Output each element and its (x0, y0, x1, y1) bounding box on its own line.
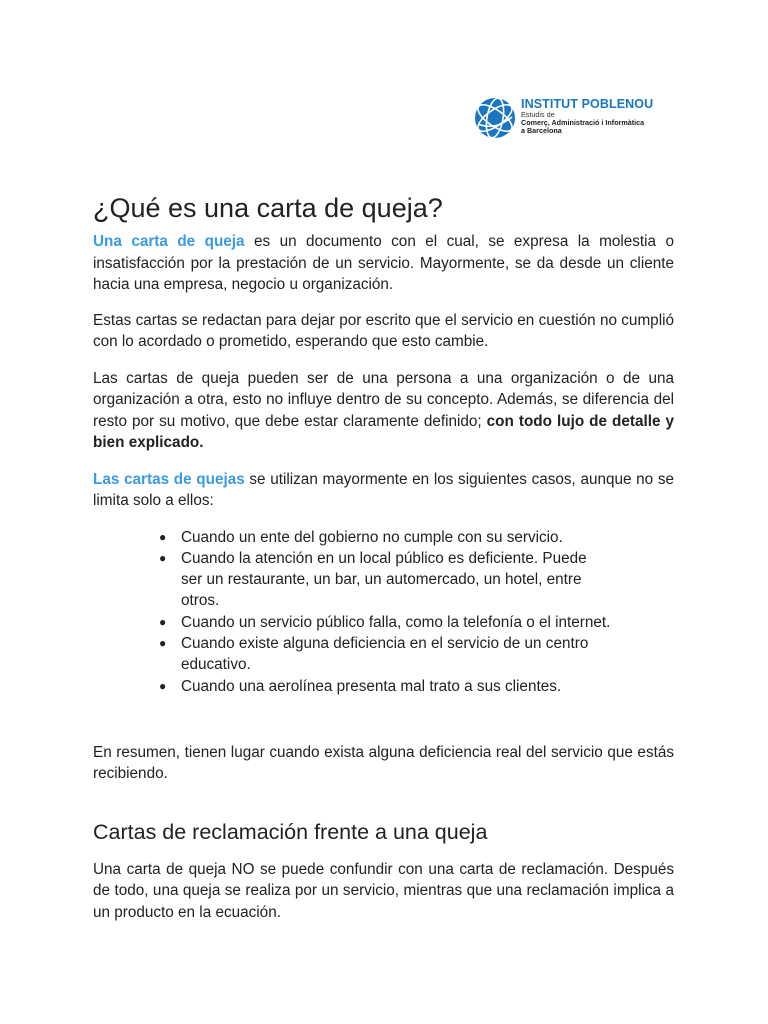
bold-emphasis: con todo lujo de detalle y bien explicado. (93, 412, 675, 451)
list-item (159, 633, 611, 676)
bullet-icon: ● (159, 635, 167, 650)
list-item-text: Cuando existe alguna deficiencia en el servicio de un centro educativo. (181, 634, 589, 674)
paragraph-cases-intro (93, 469, 674, 512)
logo-text (521, 98, 653, 135)
cases-list (93, 527, 674, 697)
logo-subtitle-line-1: Estudis de (521, 109, 555, 119)
paragraph-comparison: Una carta de queja NO se puede confundir con una carta de reclamación. Después de todo, una queja se realiza por un servicio, mientras que una reclamación implica a un producto en la ecuación. (93, 860, 674, 921)
bullet-icon: ● (159, 550, 167, 565)
logo-subtitle-line-2: Comerç, Administració i Informàtica (521, 117, 645, 127)
carta-de-queja-link[interactable]: Una carta de queja (93, 233, 245, 250)
page-title: ¿Qué es una carta de queja? (93, 193, 443, 223)
list-item-text: Cuando una aerolínea presenta mal trato a sus clientes. (181, 677, 562, 695)
paragraph-summary: En resumen, tienen lugar cuando exista alguna deficiencia real del servicio que estás recibiendo. (93, 743, 674, 783)
document-content (93, 188, 674, 923)
list-item-text: Cuando un ente del gobierno no cumple con su servicio. (181, 528, 563, 546)
list-item-text: Cuando la atención en un local público es deficiente. Puede ser un restaurante, un bar, un automercado, un hotel, entre otros. (181, 549, 587, 610)
list-item (159, 676, 611, 697)
paragraph-origin (93, 368, 674, 454)
list-item-text: Cuando un servicio público falla, como la telefonía o el internet. (181, 613, 611, 631)
list-item (159, 527, 611, 548)
paragraph-purpose: Estas cartas se redactan para dejar por escrito que el servicio en cuestión no cumplió con lo acordado o prometido, esperando que esto cambie. (93, 311, 674, 350)
bullet-icon: ● (159, 614, 167, 629)
paragraph-text: es un documento con el cual, se expresa la molestia o insatisfacción por la prestación de un servicio. Mayormente, se da desde un cliente hacia una empresa, negocio u organización. (93, 233, 675, 293)
logo-subtitle-line-3: a Barcelona (521, 125, 562, 135)
globe-icon (474, 97, 516, 139)
section-heading: Cartas de reclamación frente a una queja (93, 819, 488, 844)
paragraph-definition (93, 231, 674, 296)
cartas-de-quejas-link[interactable]: Las cartas de quejas (93, 470, 245, 488)
list-item (159, 548, 611, 612)
list-item (159, 612, 611, 633)
institut-poblenou-logo (474, 97, 654, 141)
logo-title: INSTITUT POBLENOU (521, 97, 654, 111)
paragraph-text: Las cartas de queja pueden ser de una persona a una organización o de una organización a otra, esto no influye dentro de su concepto. Además, se diferencia del resto por su motivo, que debe estar claramente definido; (93, 369, 674, 430)
paragraph-text: se utilizan mayormente en los siguientes casos, aunque no se limita solo a ellos: (93, 470, 674, 509)
bullet-icon: ● (159, 678, 167, 693)
bullet-icon: ● (159, 529, 167, 544)
